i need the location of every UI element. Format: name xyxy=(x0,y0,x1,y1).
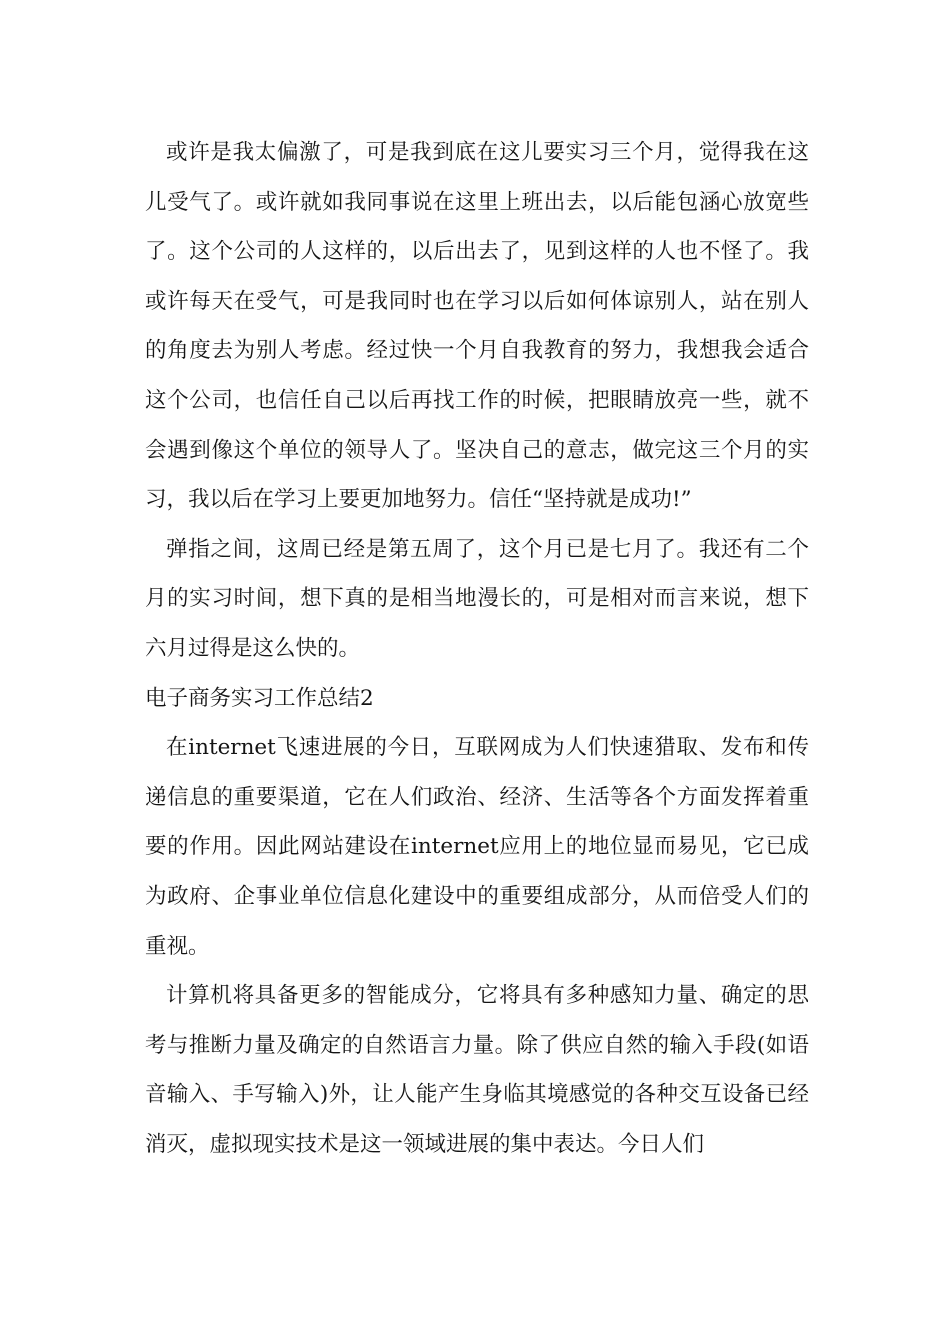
paragraph-4: 计算机将具备更多的智能成分，它将具有多种感知力量、确定的思考与推断力量及确定的自然语言力量。除了供应自然的输入手段(如语音输入、手写输入)外，让人能产生身临其境感觉的各种交互设备已经消灭，虚拟现实技术是这一领域进展的集中表达。今日人们 xyxy=(145,983,809,1157)
paragraph-2: 弹指之间，这周已经是第五周了，这个月已是七月了。我还有二个月的实习时间，想下真的是相当地漫长的，可是相对而言来说，想下六月过得是这么快的。 xyxy=(145,536,809,661)
paragraph-1: 或许是我太偏激了，可是我到底在这儿要实习三个月，觉得我在这儿受气了。或许就如我同事说在这里上班出去，以后能包涵心放宽些了。这个公司的人这样的，以后出去了，见到这样的人也不怪了。我或许每天在受气，可是我同时也在学习以后如何体谅别人，站在别人的角度去为别人考虑。经过快一个月自我教育的努力，我想我会适合这个公司，也信任自己以后再找工作的时候，把眼睛放亮一些，就不会遇到像这个单位的领导人了。坚决自己的意志，做完这三个月的实习，我以后在学习上要更加地努力。信任“坚持就是成功!” xyxy=(145,140,809,513)
document-body xyxy=(145,128,809,1169)
paragraph-3: 在internet飞速进展的今日，互联网成为人们快速猎取、发布和传递信息的重要渠道，它在人们政治、经济、生活等各个方面发挥着重要的作用。因此网站建设在internet应用上的地位显而易见，它已成为政府、企事业单位信息化建设中的重要组成部分，从而倍受人们的重视。 xyxy=(145,735,809,959)
section-heading: 电子商务实习工作总结2 xyxy=(145,685,374,711)
